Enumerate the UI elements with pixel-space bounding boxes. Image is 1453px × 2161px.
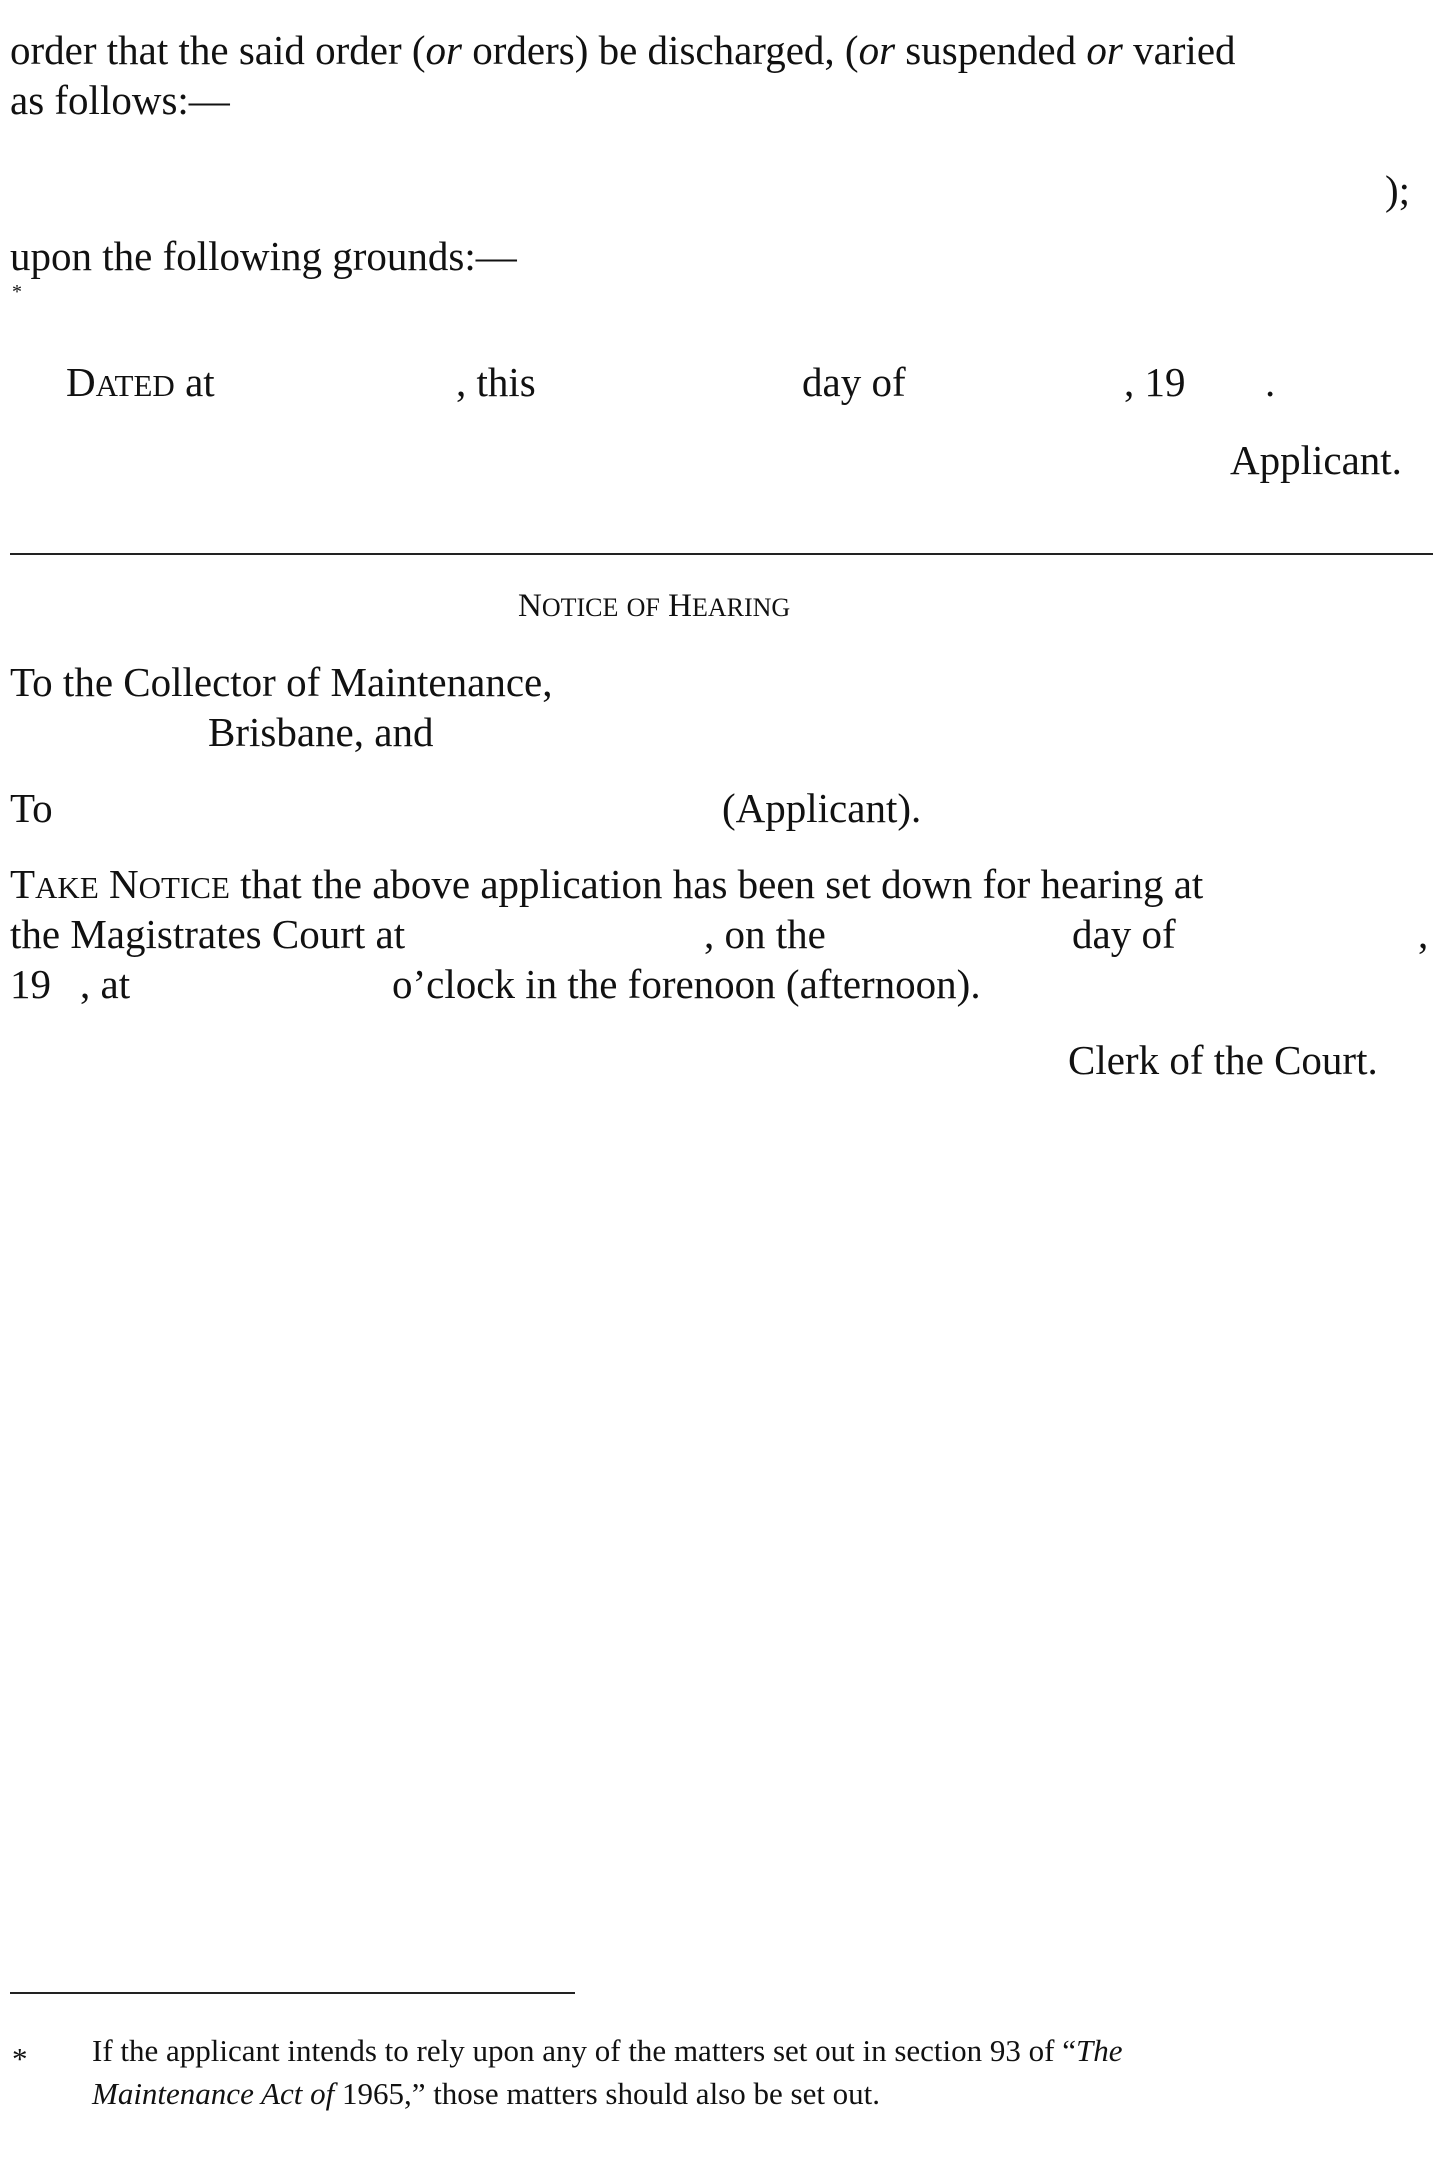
order-text-b: orders) be discharged, ( [462, 27, 859, 73]
dated-first-letter: D [66, 359, 96, 405]
order-line-2: as follows:— [10, 77, 230, 123]
section-divider [10, 553, 1433, 555]
take-ake: AKE [35, 870, 99, 905]
notice-heading-h: H [668, 588, 692, 624]
dated-rest: ATED [95, 368, 175, 403]
take-notice-line-3c: o’clock in the forenoon (afternoon). [392, 961, 981, 1007]
to-collector: To the Collector of Maintenance, [10, 659, 553, 705]
notice-heading [518, 590, 790, 623]
take-notice-line-3a: 19 [10, 961, 51, 1007]
take-otice: OTICE [138, 870, 230, 905]
notice-heading-n: N [518, 588, 542, 624]
footnote-line-1 [92, 2030, 1123, 2072]
footnote-marker: * [12, 2041, 28, 2076]
take-notice-line-2d: , [1418, 911, 1429, 957]
applicant-paren: (Applicant). [722, 785, 922, 831]
brisbane: Brisbane, and [208, 709, 434, 755]
order-closing: ); [1385, 167, 1411, 213]
take-notice-line-1 [10, 861, 1204, 907]
dated-day-of: day of [802, 359, 906, 405]
order-or-3: or [1086, 27, 1123, 73]
footnote-text-a: If the applicant intends to rely upon any of the matters set out in section 93 of “ [92, 2033, 1076, 2068]
notice-heading-otice: OTICE [541, 593, 619, 622]
grounds-footnote-marker: * [12, 281, 22, 303]
dated-this: , this [456, 359, 536, 405]
dated-period: . [1265, 359, 1276, 405]
order-or-1: or [425, 27, 462, 73]
to-label: To [10, 785, 53, 831]
dated-at: at [185, 359, 215, 405]
footnote-italic-act: Maintenance Act of [92, 2076, 335, 2111]
take-notice-line-2a: the Magistrates Court at [10, 911, 406, 957]
order-or-2: or [858, 27, 896, 73]
take-notice-rest: that the above application has been set down for hearing at [240, 861, 1204, 907]
grounds-text: upon the following grounds:— [10, 233, 517, 279]
footnote-rule [10, 1992, 575, 1994]
take-t: T [10, 861, 36, 907]
take-notice-line-3b: , at [80, 961, 131, 1007]
order-text-c: suspended [895, 27, 1087, 73]
applicant-signature: Applicant. [1230, 437, 1402, 483]
notice-heading-of: OF [626, 593, 660, 622]
order-text-a: order that the said order ( [10, 27, 426, 73]
order-line-1 [10, 27, 1236, 73]
take-notice-line-2c: day of [1072, 911, 1176, 957]
dated-label [66, 359, 215, 405]
clerk-signature: Clerk of the Court. [1068, 1037, 1378, 1083]
order-text-d: varied [1122, 27, 1236, 73]
footnote-italic-the: The [1076, 2033, 1123, 2068]
take-n: N [109, 861, 139, 907]
take-notice-line-2b: , on the [704, 911, 826, 957]
footnote-text-rest: 1965,” those matters should also be set out. [334, 2076, 881, 2111]
dated-year: , 19 [1124, 359, 1186, 405]
notice-heading-earing: EARING [691, 593, 791, 622]
footnote-line-2 [92, 2073, 880, 2115]
